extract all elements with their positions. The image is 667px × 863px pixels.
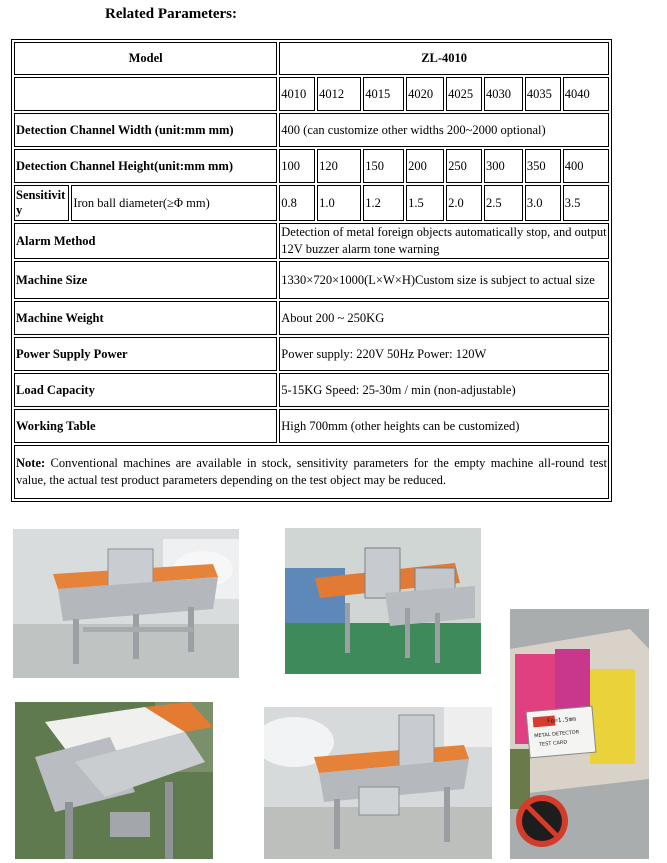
test-card-photo-image	[510, 609, 649, 859]
height-value: 400	[563, 149, 609, 183]
section-heading: Related Parameters:	[105, 6, 238, 22]
alarm-value: Detection of metal foreign objects automatically stop, and output 12V buzzer alarm tone warning	[279, 223, 609, 259]
model-code: 4030	[484, 77, 523, 111]
row-working-table	[14, 409, 609, 443]
machine-photo-1	[13, 529, 239, 678]
machine-photo-2-image	[285, 528, 481, 674]
weight-value: About 200 ~ 250KG	[279, 301, 609, 335]
iron-value: 1.0	[317, 185, 361, 221]
note-text: Conventional machines are available in stock, sensitivity parameters for the empty machine all-round test value, the actual test product parameters depending on the test object may be reduced.	[16, 456, 607, 487]
row-note	[14, 445, 609, 499]
model-code: 4012	[317, 77, 361, 111]
test-card-line3: TEST CARD	[538, 739, 568, 748]
model-code: 4025	[446, 77, 482, 111]
row-sensitivity	[14, 185, 609, 221]
row-machine-weight	[14, 301, 609, 335]
size-label: Machine Size	[14, 261, 277, 299]
test-card-line2: METAL DETECTOR	[534, 729, 580, 740]
row-load-capacity	[14, 373, 609, 407]
height-value: 300	[484, 149, 523, 183]
working-table-value: High 700mm (other heights can be customized)	[279, 409, 609, 443]
machine-photo-2	[285, 528, 481, 674]
iron-value: 2.0	[446, 185, 482, 221]
load-label: Load Capacity	[14, 373, 277, 407]
model-code: 4015	[363, 77, 404, 111]
empty-cell	[14, 77, 277, 111]
model-code: 4020	[406, 77, 444, 111]
model-code: 4040	[563, 77, 609, 111]
size-value: 1330×720×1000(L×W×H)Custom size is subject to actual size	[279, 261, 609, 299]
model-label: Model	[14, 42, 277, 75]
iron-value: 3.0	[525, 185, 561, 221]
model-value: ZL-4010	[279, 42, 609, 75]
test-card-line1: Fe=1.5mm	[546, 715, 577, 726]
height-value: 120	[317, 149, 361, 183]
iron-label: Iron ball diameter(≥Φ mm)	[71, 185, 277, 221]
row-machine-size	[14, 261, 609, 299]
iron-value: 1.2	[363, 185, 404, 221]
height-value: 150	[363, 149, 404, 183]
height-label: Detection Channel Height(unit:mm mm)	[14, 149, 277, 183]
machine-photo-4	[264, 707, 492, 859]
weight-label: Machine Weight	[14, 301, 277, 335]
row-model-codes	[14, 77, 609, 111]
width-value: 400 (can customize other widths 200~2000 optional)	[279, 113, 609, 147]
note-cell	[14, 445, 609, 499]
power-value: Power supply: 220V 50Hz Power: 120W	[279, 337, 609, 371]
parameters-table	[11, 39, 612, 502]
row-power-supply	[14, 337, 609, 371]
row-model	[14, 42, 609, 75]
working-table-label: Working Table	[14, 409, 277, 443]
height-value: 350	[525, 149, 561, 183]
sensitivity-label: Sensitivity	[14, 185, 69, 221]
note-label: Note:	[16, 456, 46, 470]
alarm-label: Alarm Method	[14, 223, 277, 259]
row-channel-width	[14, 113, 609, 147]
model-code: 4035	[525, 77, 561, 111]
machine-photo-1-image	[13, 529, 239, 678]
load-value: 5-15KG Speed: 25-30m / min (non-adjustable)	[279, 373, 609, 407]
height-value: 100	[279, 149, 315, 183]
row-alarm	[14, 223, 609, 259]
row-channel-height	[14, 149, 609, 183]
iron-value: 2.5	[484, 185, 523, 221]
height-value: 200	[406, 149, 444, 183]
test-card-photo	[510, 609, 649, 859]
width-label: Detection Channel Width (unit:mm mm)	[14, 113, 277, 147]
machine-photo-4-image	[264, 707, 492, 859]
iron-value: 0.8	[279, 185, 315, 221]
iron-value: 3.5	[563, 185, 609, 221]
power-label: Power Supply Power	[14, 337, 277, 371]
height-value: 250	[446, 149, 482, 183]
iron-value: 1.5	[406, 185, 444, 221]
model-code: 4010	[279, 77, 315, 111]
machine-photo-3-image	[15, 702, 213, 859]
machine-photo-3	[15, 702, 213, 859]
